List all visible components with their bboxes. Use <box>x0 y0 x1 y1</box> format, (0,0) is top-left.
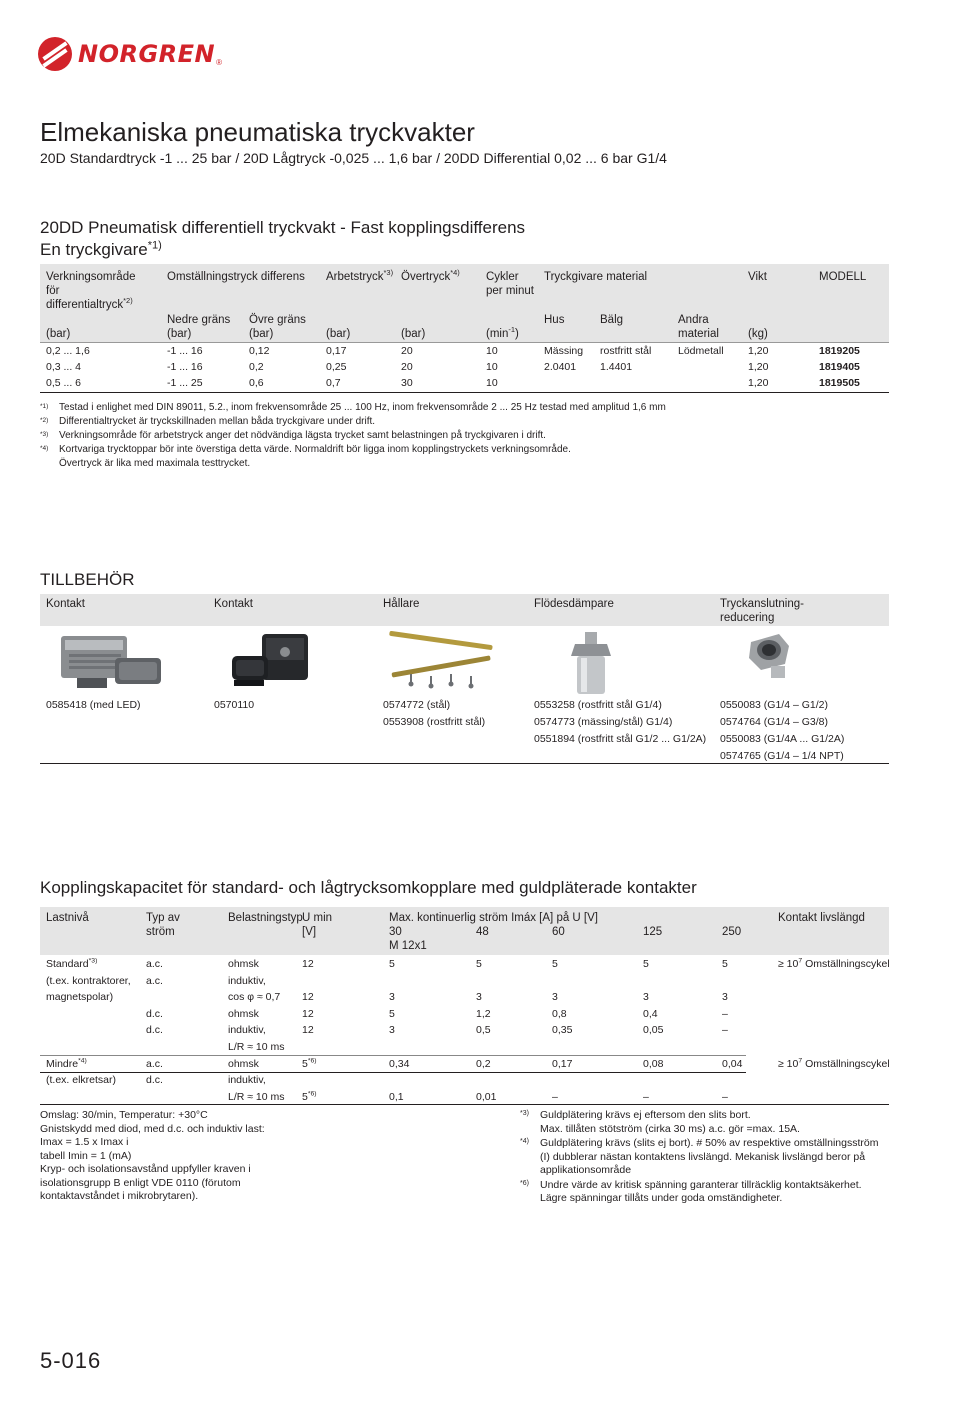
cap-level-text: magnetspolar) <box>46 991 114 1004</box>
cap-life-text: ≥ 10 <box>778 958 799 970</box>
cap-hdr-v30-2: M 12x1 <box>389 940 427 952</box>
spec-note-text: Differentialtrycket är tryckskillnaden mellan båda tryckgivare under drift. <box>59 416 376 427</box>
cap-cell-v48: 1,2 <box>476 1007 491 1020</box>
hdr-work <box>326 270 393 284</box>
cap-cell-v30: 0,1 <box>389 1090 404 1103</box>
spec-note-text: Övertryck är lika med maximala testtrycket. <box>59 458 251 469</box>
spec-cell-weight: 1,20 <box>748 361 769 373</box>
unit-cycles-close: ) <box>515 328 519 340</box>
cap-cell-v30: 0,34 <box>389 1057 410 1070</box>
hdr-housing: Hus <box>544 314 565 326</box>
page-number: 5-016 <box>40 1348 102 1373</box>
cap-cell-v30: 3 <box>389 991 395 1004</box>
capacity-left-note: Gnistskydd med diod, med d.c. och induktiv last: <box>40 1122 265 1135</box>
cap-cell-load: ohmsk <box>228 1057 259 1070</box>
acc-hdr-reducer-1: Tryckanslutning- <box>720 598 804 610</box>
hdr-cycles-2: per minut <box>486 285 534 297</box>
acc-hdr-reducer <box>720 597 804 625</box>
connector-plain-image <box>226 630 326 692</box>
cap-hdr-life: Kontakt livslängd <box>778 912 865 924</box>
cap-life-cycles: Omställningscykel <box>805 1057 890 1070</box>
capacity-bottom-rule <box>40 1104 889 1105</box>
spec-cell-cycles: 10 <box>486 345 498 357</box>
page-title: Elmekaniska pneumatiska tryckvakter <box>40 117 475 147</box>
cap-level <box>46 958 97 971</box>
spec-cell-over: 20 <box>401 361 413 373</box>
spec-cell-range: 0,5 ... 6 <box>46 377 82 389</box>
hdr-switch: Omställningstryck differens <box>167 271 305 283</box>
holder-image <box>383 630 503 692</box>
cap-hdr-v48: 48 <box>476 926 489 938</box>
spec-cell-cycles: 10 <box>486 377 498 389</box>
connector-led-image <box>55 630 165 692</box>
hdr-model: MODELL <box>819 271 867 283</box>
spec-cell-upper: 0,6 <box>249 377 264 389</box>
spec-cell-housing: 2.0401 <box>544 361 577 373</box>
norgren-logo <box>38 37 222 71</box>
unit-range: (bar) <box>46 328 71 340</box>
spec-note-text: Testad i enlighet med DIN 89011, 5.2., inom frekvensområde 25 ... 100 Hz, inom frekvensområde 2 ... 25 Hz testad med amplitud 1,6 mm <box>59 402 666 413</box>
cap-level-sup: *3) <box>88 957 98 965</box>
cap-hdr-loadtype: Belastningstyp <box>228 912 303 924</box>
cap-level <box>46 991 113 1004</box>
capacity-right-note-line: Max. tillåten stötström (cirka 30 ms) a.c. gör =max. 15A. <box>540 1122 800 1135</box>
hdr-other-2: material <box>678 328 719 340</box>
hdr-range <box>46 270 136 312</box>
accessory-item: 0585418 (med LED) <box>46 699 141 711</box>
spec-cell-bellows: 1.4401 <box>600 361 633 373</box>
cap-cell-type: a.c. <box>146 974 163 987</box>
section1-title-text: En tryckgivare <box>40 240 148 259</box>
cap-cell-v250: 5 <box>722 958 728 970</box>
unit-weight: (kg) <box>748 328 768 340</box>
brand-reg: ® <box>216 58 223 67</box>
cap-cell-v125: 5 <box>643 958 649 970</box>
capacity-left-note: kontaktavståndet i mikrobrytaren). <box>40 1190 199 1202</box>
cap-umin-text: 12 <box>302 991 314 1004</box>
capacity-right-note-line: Undre värde av kritisk spänning garanterar tillräcklig kontaktsäkerhet. <box>540 1178 862 1191</box>
cap-cell-type: a.c. <box>146 958 163 970</box>
cap-cell-v48: 5 <box>476 958 482 970</box>
unit-cycles <box>486 327 519 341</box>
cap-cell-v48: 0,5 <box>476 1024 491 1037</box>
acc-hdr-reducer-2: reducering <box>720 612 775 624</box>
spec-cell-work: 0,17 <box>326 345 347 357</box>
spec-cell-over: 20 <box>401 345 413 357</box>
cap-hdr-load: Lastnivå <box>46 912 89 924</box>
cap-cell-load: ohmsk <box>228 958 259 970</box>
acc-hdr-contact-1: Kontakt <box>46 598 85 610</box>
cap-hdr-v125: 125 <box>643 926 663 938</box>
spec-cell-lower: -1 ... 16 <box>167 345 203 357</box>
acc-hdr-contact-2: Kontakt <box>214 598 253 610</box>
cap-cell-life <box>778 958 890 971</box>
spec-cell-work: 0,25 <box>326 361 347 373</box>
spec-cell-over: 30 <box>401 377 413 389</box>
norgren-logo-icon <box>38 37 72 71</box>
capacity-mid-rule <box>40 1055 746 1056</box>
cap-hdr-v30-1: 30 <box>389 926 402 938</box>
spec-cell-bellows: rostfritt stål <box>600 345 652 357</box>
cap-level <box>46 1074 116 1087</box>
spec-cell-model: 1819405 <box>819 361 860 373</box>
cap-hdr-type-2: ström <box>146 926 175 938</box>
cap-cell-life <box>778 1058 890 1071</box>
accessory-item: 0553258 (rostfritt stål G1/4) <box>534 699 662 711</box>
accessory-item: 0550083 (G1/4 – G1/2) <box>720 699 828 711</box>
hdr-range-1: Verkningsområde <box>46 271 136 283</box>
hdr-bellows: Bälg <box>600 314 624 326</box>
hdr-over <box>401 270 460 284</box>
cap-cell-umin <box>302 1091 317 1104</box>
section1-title-line1: 20DD Pneumatisk differentiell tryckvakt - Fast kopplingsdifferens <box>40 218 526 237</box>
spec-table-bottom-rule <box>40 392 889 393</box>
cap-cell-v30: 5 <box>389 958 395 970</box>
spec-cell-range: 0,3 ... 4 <box>46 361 82 373</box>
cap-umin-text: 12 <box>302 958 314 970</box>
cap-level-sup: *4) <box>78 1057 87 1065</box>
cap-cell-v48: 0,01 <box>476 1090 497 1103</box>
capacity-right-note-line: Guldplätering krävs (slits ej bort). # 50% av respektive omställningsström <box>540 1137 879 1149</box>
hdr-upper: Övre gräns <box>249 314 306 326</box>
cap-cell-v250: – <box>722 1024 728 1037</box>
unit-cycles-text: (min <box>486 328 509 340</box>
cap-cell-umin <box>302 1058 317 1071</box>
spec-cell-housing: Mässing <box>544 345 584 357</box>
cap-cell-v250: 0,04 <box>722 1057 743 1070</box>
accessory-item: 0551894 (rostfritt stål G1/2 ... G1/2A) <box>534 733 707 745</box>
capacity-right-note-line: Guldplätering krävs ej eftersom den slits bort. <box>540 1109 751 1121</box>
cap-cell-type: d.c. <box>146 1074 163 1087</box>
cap-cell-load: L/R ≈ 10 ms <box>228 1041 285 1053</box>
capacity-left-note: tabell Imin = 1 (mA) <box>40 1149 132 1162</box>
accessory-item: 0574772 (stål) <box>383 699 451 711</box>
cap-cell-v125: – <box>643 1090 649 1103</box>
cap-life-text: ≥ 10 <box>778 1057 799 1070</box>
capacity-right-note-key: *4) <box>520 1138 529 1145</box>
cap-life-sup: 7 <box>798 957 803 965</box>
accessory-item: 0574773 (mässing/stål) G1/4) <box>534 716 673 728</box>
page-subtitle: 20D Standardtryck -1 ... 25 bar / 20D Lågtryck -0,025 ... 1,6 bar / 20DD Differential 0,02 ... 6 bar G1/4 <box>40 150 667 166</box>
cap-hdr-type-1: Typ av <box>146 912 180 924</box>
unit-work: (bar) <box>326 328 351 340</box>
section1-title-sup: *1) <box>147 239 162 252</box>
cap-cell-umin <box>302 991 314 1004</box>
cap-cell-v125: 0,08 <box>643 1057 664 1070</box>
cap-cell-v125: 0,05 <box>643 1024 664 1037</box>
cap-hdr-maxcur: Max. kontinuerlig ström Imáx [A] på U [V] <box>389 912 598 924</box>
cap-hdr-v250: 250 <box>722 926 742 938</box>
cap-umin-text: 12 <box>302 1007 314 1020</box>
cap-umin-text: 5 <box>302 1057 308 1070</box>
cap-cell-v48: 3 <box>476 991 482 1004</box>
acc-hdr-holder: Hållare <box>383 598 420 610</box>
capacity-right-note-key: *3) <box>520 1110 529 1117</box>
cap-cell-v60: 3 <box>552 991 558 1004</box>
capacity-right-note-line: Lägre spänningar tillåts under goda omständigheter. <box>540 1192 783 1204</box>
cap-cell-v60: 0,35 <box>552 1024 573 1037</box>
cap-cell-v30: 3 <box>389 1024 395 1037</box>
capacity-right-note-line: applikationsområde <box>540 1164 632 1176</box>
acc-hdr-damper: Flödesdämpare <box>534 598 614 610</box>
cap-level-text: (t.ex. kontraktorer, <box>46 974 131 987</box>
spec-note-text: Verkningsområde för arbetstryck anger det nödvändiga lägsta trycket samt belastningen på tryckgivaren i drift. <box>59 430 546 441</box>
hdr-range-2: för <box>46 285 60 297</box>
section1-title-line2 <box>40 240 162 260</box>
cap-hdr-v30 <box>389 925 427 953</box>
cap-level <box>46 1058 87 1071</box>
hdr-cycles-1: Cykler <box>486 271 519 283</box>
cap-cell-v250: 3 <box>722 991 728 1004</box>
cap-cell-load: induktiv, <box>228 1024 266 1037</box>
spec-cell-range: 0,2 ... 1,6 <box>46 345 90 357</box>
unit-upper: (bar) <box>249 328 274 340</box>
spec-cell-weight: 1,20 <box>748 345 769 357</box>
accessory-item: 0574764 (G1/4 – G3/8) <box>720 716 828 728</box>
spec-cell-lower: -1 ... 16 <box>167 361 203 373</box>
capacity-title: Kopplingskapacitet för standard- och lågtrycksomkopplare med guldpläterade kontakter <box>40 878 697 897</box>
spec-cell-work: 0,7 <box>326 377 341 389</box>
spec-header-divider <box>40 342 889 343</box>
cap-hdr-umin-2: [V] <box>302 926 317 938</box>
cap-cell-v125: 0,4 <box>643 1007 658 1020</box>
cap-umin-text: 12 <box>302 1024 314 1037</box>
unit-lower: (bar) <box>167 328 192 340</box>
cap-cell-v250: – <box>722 1007 728 1020</box>
capacity-right-note-key: *6) <box>520 1179 529 1187</box>
accessories-title: TILLBEHÖR <box>40 570 135 589</box>
capacity-left-note: isolationsgrupp B enligt VDE 0110 (förutom <box>40 1176 241 1189</box>
cap-cell-umin <box>302 1008 314 1021</box>
cap-level-text: Standard <box>46 958 89 970</box>
reducer-image <box>745 632 795 680</box>
cap-cell-v250: – <box>722 1090 728 1103</box>
cap-cell-load: L/R ≈ 10 ms <box>228 1090 285 1103</box>
cap-cell-load: induktiv, <box>228 974 266 987</box>
cap-cell-umin <box>302 958 314 971</box>
capacity-left-note: Omslag: 30/min, Temperatur: +30°C <box>40 1109 208 1121</box>
cap-cell-type: d.c. <box>146 1007 163 1020</box>
cap-cell-type: a.c. <box>146 1057 163 1070</box>
spec-cell-lower: -1 ... 25 <box>167 377 203 389</box>
flow-damper-image <box>565 630 625 698</box>
cap-life-cycles: Omställningscykel <box>805 958 890 970</box>
cap-cell-v60: 5 <box>552 958 558 970</box>
hdr-cycles <box>486 270 534 298</box>
capacity-right-note-line: (I) dubblerar nästan kontaktens livslängd. Mekanisk livslängd beror på <box>540 1150 866 1163</box>
spec-cell-upper: 0,2 <box>249 361 264 373</box>
spec-note-text: Kortvariga trycktoppar bör inte överstiga detta värde. Normaldrift bör ligga inom kopplingstryckets verkningsområde. <box>59 444 571 455</box>
hdr-range-sup: *2) <box>123 296 133 306</box>
accessory-item: 0550083 (G1/4A ... G1/2A) <box>720 733 845 745</box>
unit-cycles-sup: -1 <box>508 325 516 335</box>
hdr-over-text: Övertryck <box>401 271 451 283</box>
accessory-item: 0553908 (rostfritt stål) <box>383 716 486 728</box>
cap-hdr-umin-1: U min <box>302 912 333 924</box>
cap-hdr-umin <box>302 911 332 939</box>
accessory-item: 0574765 (G1/4 – 1/4 NPT) <box>720 750 844 762</box>
cap-level-text: (t.ex. elkretsar) <box>46 1074 117 1087</box>
accessories-bottom-rule <box>40 763 889 764</box>
cap-umin-text: 5 <box>302 1090 308 1103</box>
spec-cell-weight: 1,20 <box>748 377 769 389</box>
cap-level <box>46 975 131 988</box>
spec-cell-cycles: 10 <box>486 361 498 373</box>
cap-cell-umin <box>302 1024 314 1037</box>
spec-cell-other: Lödmetall <box>678 345 724 357</box>
hdr-lower: Nedre gräns <box>167 314 231 326</box>
cap-cell-v60: 0,8 <box>552 1007 567 1020</box>
cap-level-text: Mindre <box>46 1057 79 1070</box>
hdr-range-3 <box>46 298 136 312</box>
cap-cell-load: induktiv, <box>228 1074 266 1087</box>
cap-cell-type: d.c. <box>146 1024 163 1037</box>
hdr-other-1: Andra <box>678 314 709 326</box>
cap-cell-v30: 5 <box>389 1007 395 1020</box>
cap-cell-load: ohmsk <box>228 1007 259 1020</box>
cap-cell-v60: 0,17 <box>552 1057 573 1070</box>
cap-cell-v48: 0,2 <box>476 1057 491 1070</box>
cap-umin-sup: *6) <box>307 1090 317 1098</box>
cap-hdr-type <box>146 911 180 939</box>
cap-umin-sup: *6) <box>307 1057 317 1065</box>
hdr-over-sup: *4) <box>450 268 460 278</box>
cap-life-sup: 7 <box>798 1057 803 1065</box>
cap-cell-v125: 3 <box>643 991 649 1004</box>
cap-hdr-v60: 60 <box>552 926 565 938</box>
hdr-work-text: Arbetstryck <box>326 271 384 283</box>
capacity-rule-mid2 <box>40 1072 746 1073</box>
cap-cell-load: cos φ ≈ 0,7 <box>228 991 281 1004</box>
spec-cell-model: 1819505 <box>819 377 860 389</box>
brand-name: NORGREN <box>78 40 216 68</box>
capacity-left-note: Imax = 1.5 x Imax i <box>40 1136 129 1148</box>
accessory-item: 0570110 <box>214 699 255 711</box>
unit-over: (bar) <box>401 328 426 340</box>
hdr-work-sup: *3) <box>383 268 394 278</box>
spec-cell-upper: 0,12 <box>249 345 270 357</box>
hdr-material: Tryckgivare material <box>544 271 648 283</box>
spec-cell-model: 1819205 <box>819 345 860 357</box>
hdr-range-3-text: differentialtryck <box>46 299 124 311</box>
hdr-weight: Vikt <box>748 271 767 283</box>
capacity-left-note: Kryp- och isolationsavstånd uppfyller kraven i <box>40 1163 251 1175</box>
cap-cell-v60: – <box>552 1090 558 1103</box>
